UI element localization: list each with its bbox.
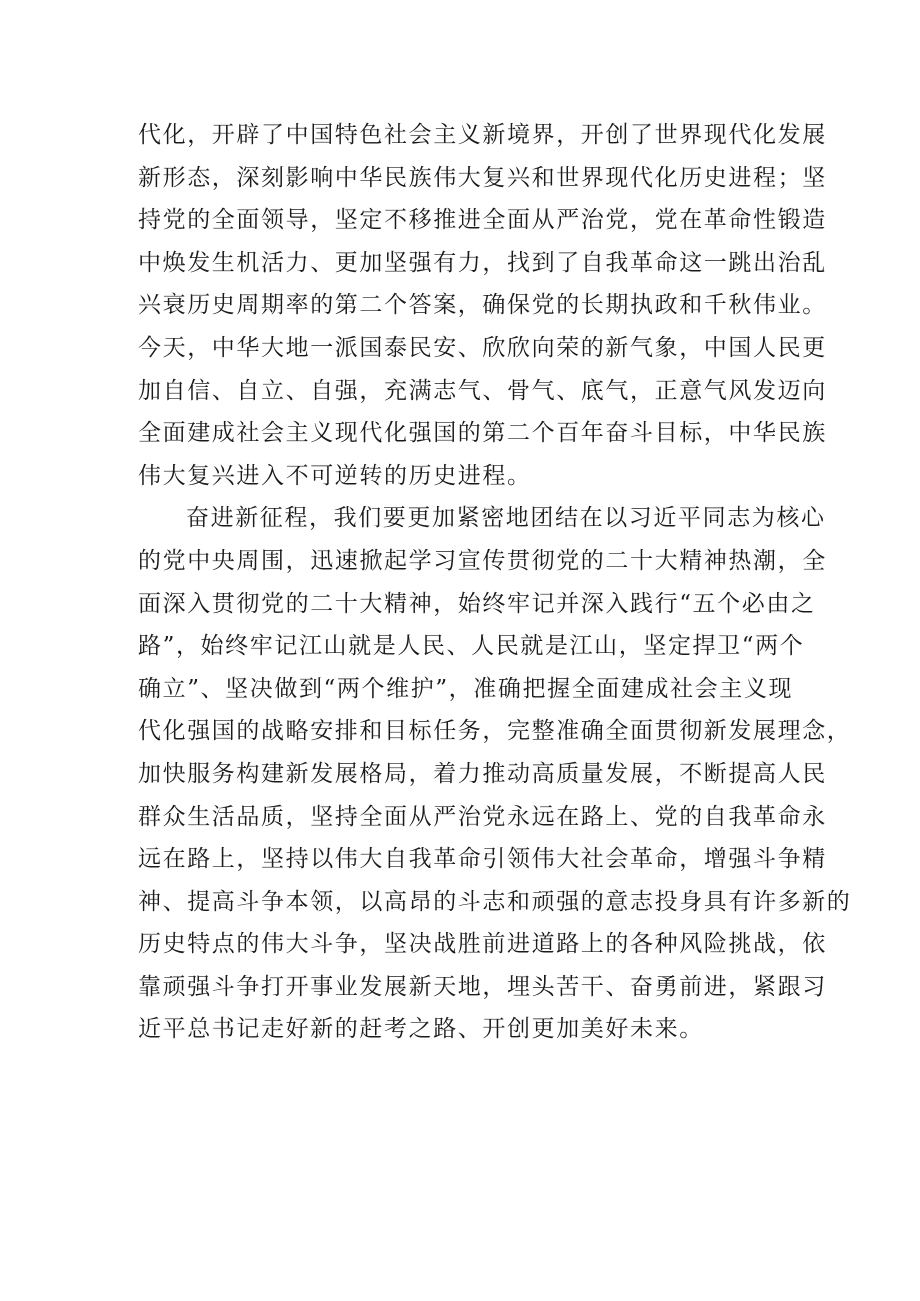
paragraph-2 (138, 497, 852, 1051)
text-line: 群众生活品质，坚持全面从严治党永远在路上、党的自我革命永 (138, 803, 827, 830)
text-line: 今天，中华大地一派国泰民安、欣欣向荣的新气象，中国人民更 (138, 334, 827, 361)
text-line: 兴衰历史周期率的第二个答案，确保党的长期执政和千秋伟业。 (138, 292, 827, 319)
text-line: 近平总书记走好新的赶考之路、开创更加美好未来。 (138, 1016, 704, 1043)
text-line: 的党中央周围，迅速掀起学习宣传贯彻党的二十大精神热潮，全 (138, 547, 827, 574)
text-line: 全面建成社会主义现代化强国的第二个百年奋斗目标，中华民族 (138, 420, 827, 447)
text-line: 路”，始终牢记江山就是人民、人民就是江山，坚定捍卫“两个 (138, 633, 805, 660)
text-line: 历史特点的伟大斗争，坚决战胜前进道路上的各种风险挑战，依 (138, 931, 827, 958)
text-line: 中焕发生机活力、更加坚强有力，找到了自我革命这一跳出治乱 (138, 249, 827, 276)
text-line: 代化强国的战略安排和目标任务，完整准确全面贯彻新发展理念， (138, 718, 852, 745)
body-text (138, 114, 852, 1051)
text-line: 持党的全面领导，坚定不移推进全面从严治党，党在革命性锻造 (138, 207, 827, 234)
text-line: 靠顽强斗争打开事业发展新天地，埋头苦干、奋勇前进，紧跟习 (138, 973, 827, 1000)
text-line: 面深入贯彻党的二十大精神，始终牢记并深入践行“五个必由之 (138, 590, 816, 617)
text-line: 确立”、坚决做到“两个维护”，准确把握全面建成社会主义现 (138, 675, 794, 702)
text-line: 加快服务构建新发展格局，着力推动高质量发展，不断提高人民 (138, 760, 827, 787)
text-line: 加自信、自立、自强，充满志气、骨气、底气，正意气风发迈向 (138, 377, 827, 404)
paragraph-1 (138, 114, 827, 497)
text-line: 新形态，深刻影响中华民族伟大复兴和世界现代化历史进程；坚 (138, 164, 827, 191)
text-line: 奋进新征程，我们要更加紧密地团结在以习近平同志为核心 (186, 505, 826, 532)
text-line: 代化，开辟了中国特色社会主义新境界，开创了世界现代化发展 (138, 122, 827, 148)
text-line: 伟大复兴进入不可逆转的历史进程。 (138, 462, 532, 489)
text-line: 神、提高斗争本领，以高昂的斗志和顽强的意志投身具有许多新的 (138, 888, 852, 915)
text-line: 远在路上，坚持以伟大自我革命引领伟大社会革命，增强斗争精 (138, 846, 827, 873)
